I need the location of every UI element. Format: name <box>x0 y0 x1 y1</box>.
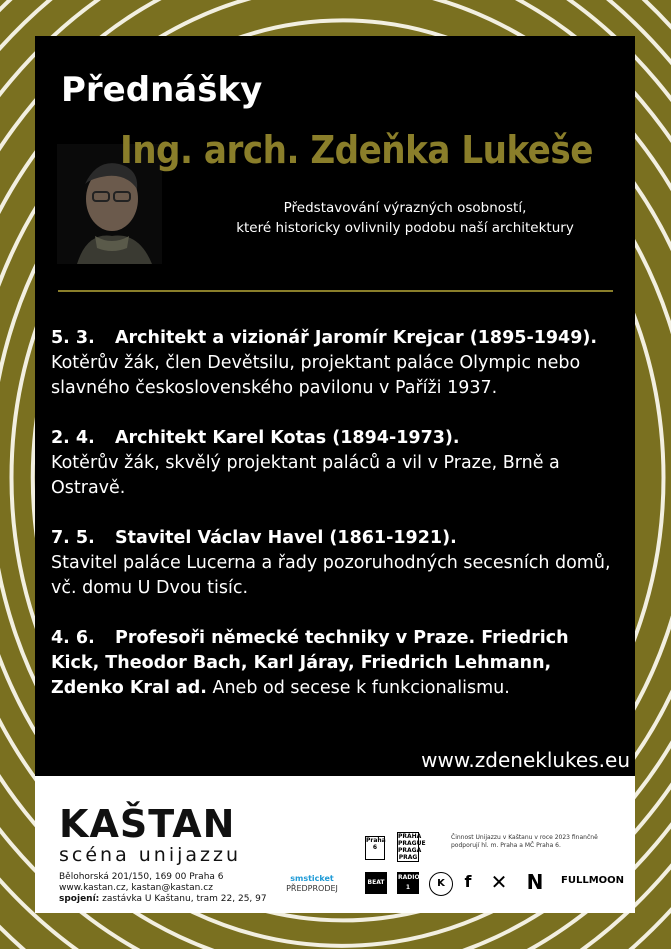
smsticket-brand: smsticket <box>290 874 334 883</box>
lecture-date: 2. 4. <box>51 428 95 448</box>
lecture-item <box>51 626 621 701</box>
praha6-logo: Praha 6 <box>365 836 385 860</box>
lecture-description: Stavitel paláce Lucerna a řady pozoruhodných secesních domů, vč. domu U Dvou tisíc. <box>51 553 611 598</box>
lecture-description: Aneb od secese k funkcionalismu. <box>212 678 510 698</box>
lecture-description: Kotěrův žák, člen Devětsilu, projektant paláce Olympic nebo slavného československého pavilonu v Paříži 1937. <box>51 353 581 398</box>
lecture-item <box>51 526 621 601</box>
page-title: Přednášky <box>61 70 263 110</box>
smsticket-label: PŘEDPRODEJ <box>286 884 338 893</box>
transit-line <box>59 894 267 905</box>
lecture-item <box>51 326 621 401</box>
fullmoon-logo: FULLMOON <box>561 875 625 886</box>
lecture-date: 5. 3. <box>51 328 95 348</box>
venue-logo: KAŠTAN <box>59 802 236 846</box>
contact-line[interactable]: www.kastan.cz, kastan@kastan.cz <box>59 883 213 893</box>
lecture-title: Architekt a vizionář Jaromír Krejcar (1895-1949). <box>115 328 598 348</box>
lecture-panel <box>35 36 635 776</box>
support-text: Činnost Unijazzu v Kaštanu v roce 2023 finančně podporují hl. m. Praha a MČ Praha 6. <box>451 834 598 849</box>
website-link[interactable]: www.zdeneklukes.eu <box>421 748 630 772</box>
tagline-line-1: Představování výrazných osobností, <box>283 200 527 216</box>
radio1-logo: RADIO 1 <box>397 872 419 894</box>
lecture-title: Profesoři německé techniky v Praze. Friedrich Kick, Theodor Bach, Karl Járay, Friedrich Lehmann, Zdenko Kral ad. <box>51 628 569 698</box>
lecture-date: 7. 5. <box>51 528 95 548</box>
lecture-date: 4. 6. <box>51 628 95 648</box>
transit-text: zastávka U Kaštanu, tram 22, 25, 97 <box>102 894 267 904</box>
divider <box>58 290 613 292</box>
lecture-title: Stavitel Václav Havel (1861-1921). <box>115 528 457 548</box>
lecturer-name: Ing. arch. Zdeňka Lukeše <box>120 128 593 172</box>
tagline <box>195 198 615 238</box>
transit-label: spojení: <box>59 894 100 904</box>
venue-logo-subtitle: scéna unijazzu <box>59 844 242 866</box>
tagline-line-2: které historicky ovlivnily podobu naší architektury <box>236 220 574 236</box>
f-logo: f <box>461 872 475 892</box>
lecture-item <box>51 426 621 501</box>
lecture-title: Architekt Karel Kotas (1894-1973). <box>115 428 460 448</box>
lecture-description: Kotěrův žák, skvělý projektant paláců a vil v Praze, Brně a Ostravě. <box>51 453 560 498</box>
venue-address <box>59 872 267 905</box>
x-logo: ✕ <box>485 870 513 894</box>
footer <box>35 776 635 913</box>
praha-logo: PRAHA PRAGUE PRAGA PRAG <box>398 833 426 861</box>
k-logo: K <box>429 872 453 896</box>
n-logo: N <box>523 870 547 894</box>
beat-logo: BEAT <box>365 872 387 894</box>
smsticket-logo[interactable] <box>282 874 342 894</box>
address-line: Bělohorská 201/150, 169 00 Praha 6 <box>59 872 224 882</box>
lecture-list <box>51 326 621 726</box>
